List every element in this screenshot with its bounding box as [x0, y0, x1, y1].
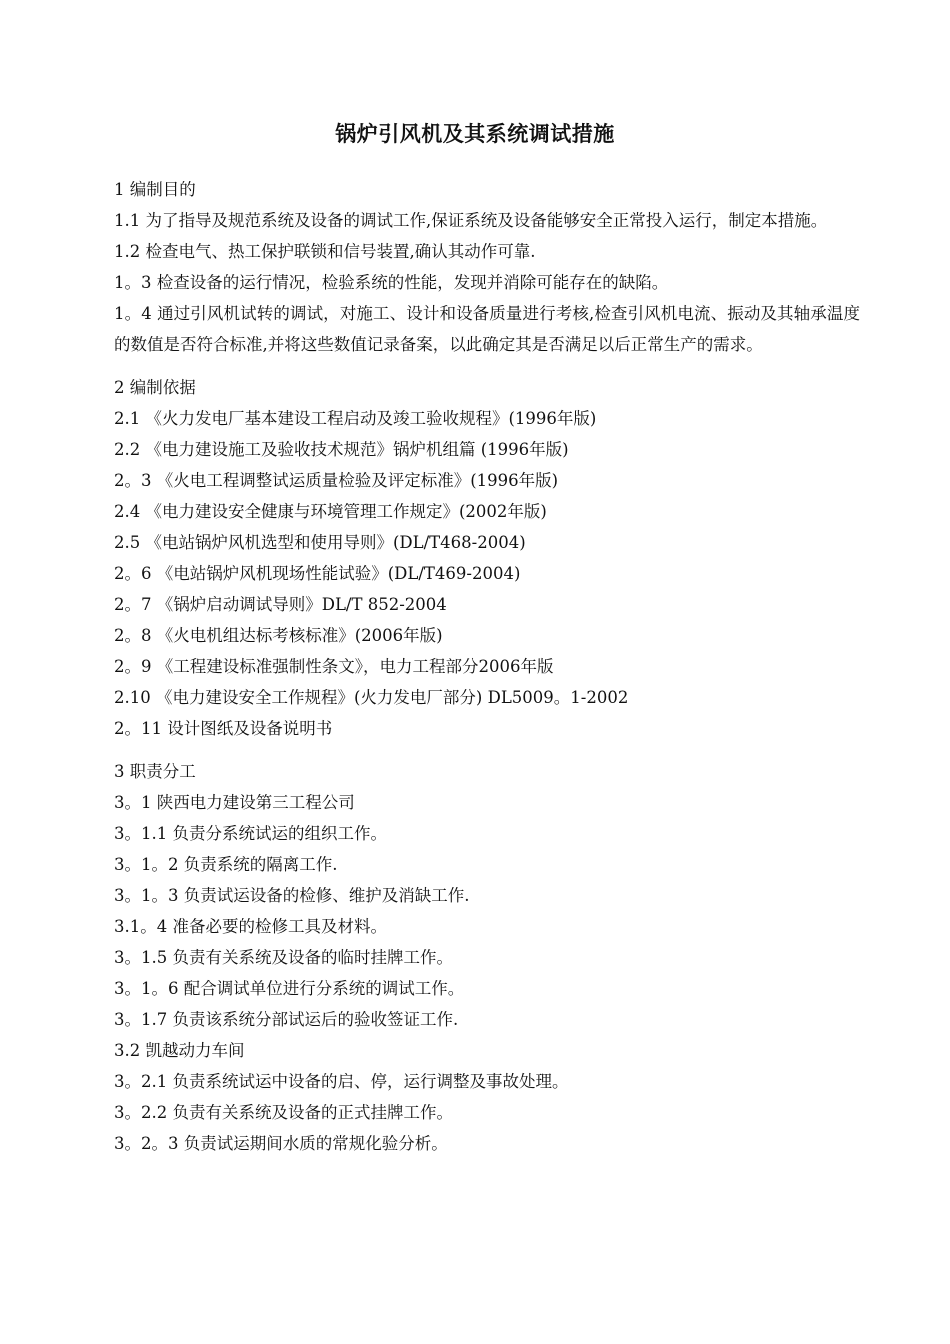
paragraph: 3。1 陕西电力建设第三工程公司	[114, 793, 355, 812]
document-body	[114, 174, 860, 1159]
paragraph: 2.5 《电站锅炉风机选型和使用导则》(DL/T468-2004)	[114, 533, 526, 552]
paragraph: 1。4 通过引风机试转的调试，对施工、设计和设备质量进行考核,检查引风机电流、振动及其轴承温度的数值是否符合标准,并将这些数值记录备案，以此确定其是否满足以后正常生产的需求。	[114, 304, 860, 354]
paragraph: 2。9 《工程建设标准强制性条文》，电力工程部分2006年版	[114, 657, 554, 676]
paragraph: 3。1.5 负责有关系统及设备的临时挂牌工作。	[114, 948, 453, 967]
paragraph: 3.2 凯越动力车间	[114, 1041, 245, 1060]
section-heading: 3 职责分工	[114, 762, 196, 781]
section-responsibilities	[114, 756, 860, 1159]
paragraph: 2。11 设计图纸及设备说明书	[114, 719, 333, 738]
section-heading: 2 编制依据	[114, 378, 196, 397]
paragraph: 3。1.7 负责该系统分部试运后的验收签证工作.	[114, 1010, 459, 1029]
section-spacer	[114, 744, 860, 756]
section-basis	[114, 372, 860, 744]
paragraph: 2。3 《火电工程调整试运质量检验及评定标准》(1996年版)	[114, 471, 559, 490]
paragraph: 2.4 《电力建设安全健康与环境管理工作规定》(2002年版)	[114, 502, 547, 521]
paragraph: 2.2 《电力建设施工及验收技术规范》锅炉机组篇 (1996年版)	[114, 440, 569, 459]
section-spacer	[114, 360, 860, 372]
paragraph: 1。3 检查设备的运行情况，检验系统的性能，发现并消除可能存在的缺陷。	[114, 273, 669, 292]
paragraph: 3。1。2 负责系统的隔离工作.	[114, 855, 338, 874]
paragraph: 3。2。3 负责试运期间水质的常规化验分析。	[114, 1134, 448, 1153]
paragraph: 2.10 《电力建设安全工作规程》(火力发电厂部分) DL5009。1-2002	[114, 688, 629, 707]
paragraph: 2。8 《火电机组达标考核标准》(2006年版)	[114, 626, 443, 645]
paragraph: 2。6 《电站锅炉风机现场性能试验》(DL/T469-2004)	[114, 564, 521, 583]
paragraph: 1.1 为了指导及规范系统及设备的调试工作,保证系统及设备能够安全正常投入运行，制定本措施。	[114, 211, 828, 230]
paragraph: 2.1 《火力发电厂基本建设工程启动及竣工验收规程》(1996年版)	[114, 409, 597, 428]
paragraph: 3。1。6 配合调试单位进行分系统的调试工作。	[114, 979, 465, 998]
paragraph: 2。7 《锅炉启动调试导则》DL/T 852-2004	[114, 595, 447, 614]
paragraph: 3。1.1 负责分系统试运的组织工作。	[114, 824, 387, 843]
paragraph: 3.1。4 准备必要的检修工具及材料。	[114, 917, 387, 936]
section-purpose	[114, 174, 860, 360]
paragraph: 3。2.2 负责有关系统及设备的正式挂牌工作。	[114, 1103, 453, 1122]
paragraph: 3。1。3 负责试运设备的检修、维护及消缺工作.	[114, 886, 470, 905]
paragraph: 1.2 检查电气、热工保护联锁和信号装置,确认其动作可靠.	[114, 242, 536, 261]
document-title: 锅炉引风机及其系统调试措施	[335, 122, 615, 146]
section-heading: 1 编制目的	[114, 180, 196, 199]
paragraph: 3。2.1 负责系统试运中设备的启、停，运行调整及事故处理。	[114, 1072, 569, 1091]
